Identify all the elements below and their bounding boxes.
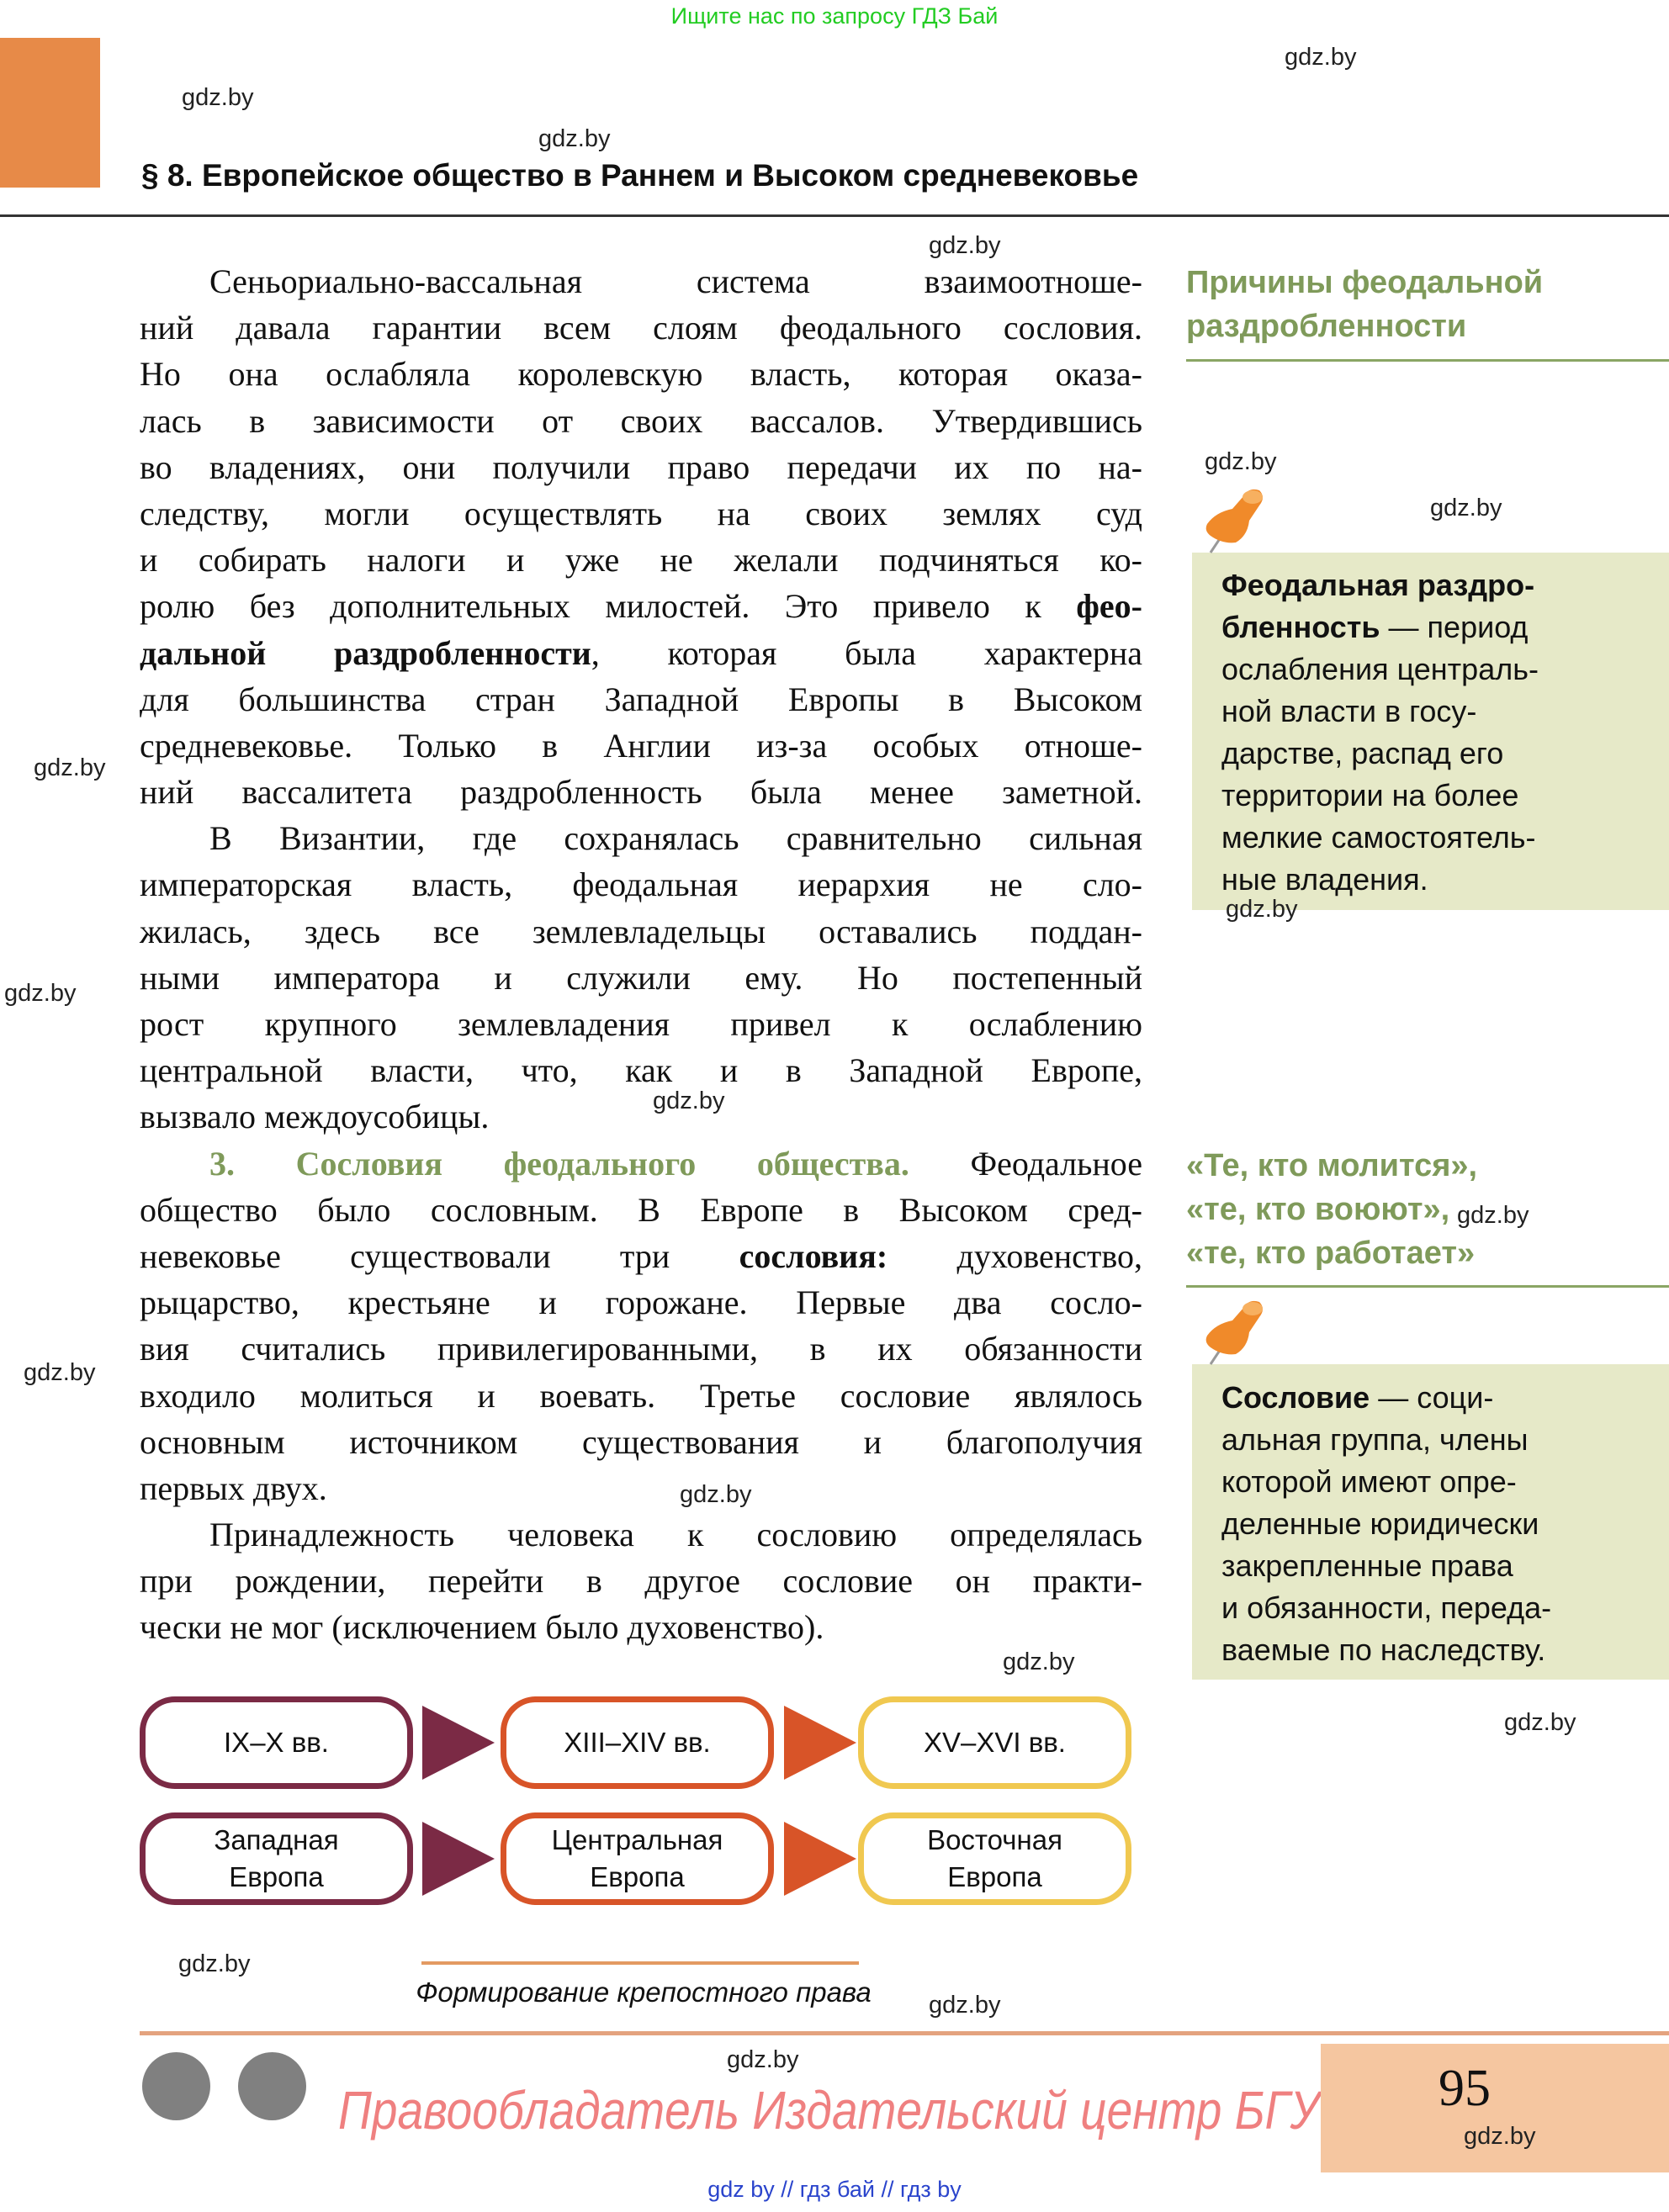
text-line xyxy=(140,1558,1142,1604)
text-line xyxy=(140,1465,1142,1511)
text-segment: В Византии, где сохранялась сравнительно сильная xyxy=(209,819,1142,858)
watermark: gdz.by xyxy=(4,980,77,1007)
watermark: gdz.by xyxy=(178,1950,251,1977)
section-title: § 8. Европейское общество в Раннем и Высоком средневековье xyxy=(141,158,1139,193)
text-segment: первых двух. xyxy=(140,1468,327,1507)
sidebar-heading-causes xyxy=(1186,261,1543,348)
text-line xyxy=(140,1419,1142,1465)
watermark: gdz.by xyxy=(1285,44,1357,71)
watermark: gdz.by xyxy=(1464,2123,1536,2150)
text-line xyxy=(140,304,1142,351)
watermark: gdz.by xyxy=(1504,1709,1576,1736)
text-line xyxy=(140,955,1142,1001)
definition-text: которой имеют опре- xyxy=(1221,1464,1517,1499)
text-segment: рыцарство, крестьяне и горожане. Первые два сосло- xyxy=(140,1283,1142,1322)
text-segment: Но она ослабляла королевскую власть, которая оказа- xyxy=(140,355,1142,394)
definition-text: ваемые по наследству. xyxy=(1221,1633,1546,1667)
text-line xyxy=(140,1187,1142,1233)
header-rule xyxy=(0,214,1669,217)
text-segment: жилась, здесь все землевладельцы оставались поддан- xyxy=(140,912,1142,950)
pushpin-icon xyxy=(1199,484,1266,564)
footer-rule xyxy=(140,2031,1669,2035)
watermark: gdz.by xyxy=(538,125,611,152)
text-line xyxy=(140,1326,1142,1372)
bold-term: сословия: xyxy=(739,1236,888,1275)
watermark: gdz.by xyxy=(929,232,1001,259)
text-segment: для большинства стран Западной Европы в Высоком xyxy=(140,680,1142,718)
text-segment: ний давала гарантии всем слоям феодального сословия. xyxy=(140,309,1142,347)
text-segment: ными императора и служили ему. Но постепенный xyxy=(140,958,1142,997)
page-number: 95 xyxy=(1439,2060,1491,2117)
heading-line: «те, кто работает» xyxy=(1186,1236,1476,1271)
definition-text: ной власти в госу- xyxy=(1221,694,1477,728)
text-line xyxy=(140,1511,1142,1558)
page-number-box xyxy=(1321,2044,1669,2172)
text-line xyxy=(140,815,1142,861)
heading-line: «те, кто воюют», xyxy=(1186,1192,1450,1227)
period-node: XIII–XIV вв. xyxy=(501,1696,774,1789)
subsection-heading: 3. Сословия феодального общества. xyxy=(209,1144,909,1183)
definition-text: ные владения. xyxy=(1221,862,1428,897)
sidebar-heading-estates xyxy=(1186,1144,1477,1275)
text-line xyxy=(140,1279,1142,1326)
text-segment: духовенство, xyxy=(887,1236,1142,1275)
sidebar-rule xyxy=(1186,1285,1669,1288)
watermark: gdz.by xyxy=(1226,896,1298,923)
text-segment: лась в зависимости от своих вассалов. Утвердившись xyxy=(140,401,1142,440)
text-segment: Сеньориально-вассальная система взаимоотноше- xyxy=(209,262,1142,300)
text-line xyxy=(140,769,1142,815)
definition-box-estate xyxy=(1192,1364,1669,1680)
definition-text: — период xyxy=(1380,610,1529,644)
watermark: gdz.by xyxy=(1430,495,1502,521)
text-line xyxy=(140,537,1142,583)
region-node xyxy=(140,1812,413,1905)
text-segment: Принадлежность человека к сословию определялась xyxy=(209,1516,1142,1554)
text-segment: входило молиться и воевать. Третье сословие являлось xyxy=(140,1376,1142,1415)
watermark: gdz.by xyxy=(182,84,254,111)
definition-term: бленность xyxy=(1221,610,1380,644)
definition-text: альная группа, члены xyxy=(1221,1422,1529,1457)
text-segment: рост крупного землевладения привел к ослаблению xyxy=(140,1005,1142,1043)
watermark: gdz.by xyxy=(1205,448,1277,475)
text-segment: общество было сословным. В Европе в Высоком сред- xyxy=(140,1190,1142,1229)
heading-line: раздробленности xyxy=(1186,309,1467,344)
bold-term: фео- xyxy=(1076,587,1142,626)
region-label: Восточная xyxy=(927,1824,1062,1855)
watermark: gdz.by xyxy=(653,1087,725,1114)
definition-text: — соци- xyxy=(1370,1380,1494,1415)
text-segment: ролю без дополнительных милостей. Это привело к xyxy=(140,587,1077,626)
definition-text: ослабления централь- xyxy=(1221,652,1539,686)
region-label: Европа xyxy=(590,1861,685,1892)
region-label: Европа xyxy=(947,1861,1042,1892)
text-segment: основным источником существования и благополучия xyxy=(140,1422,1142,1461)
text-segment: императорская власть, феодальная иерархия не сло- xyxy=(140,865,1142,904)
watermark: gdz.by xyxy=(1457,1202,1529,1229)
region-node xyxy=(858,1812,1131,1905)
region-label: Центральная xyxy=(551,1824,723,1855)
text-line xyxy=(140,908,1142,955)
text-line xyxy=(140,676,1142,722)
text-line xyxy=(140,1604,1142,1650)
text-line xyxy=(140,1373,1142,1419)
definition-text: деленные юридически xyxy=(1221,1506,1539,1541)
text-line xyxy=(140,861,1142,908)
watermark: gdz.by xyxy=(1003,1648,1075,1675)
heading-line: «Те, кто молится», xyxy=(1186,1148,1478,1183)
decorative-circle xyxy=(142,2052,210,2120)
text-segment: при рождении, перейти в другое сословие он практи- xyxy=(140,1562,1142,1601)
text-line xyxy=(140,490,1142,537)
text-line xyxy=(140,1093,1142,1140)
region-label: Европа xyxy=(229,1861,324,1892)
text-line xyxy=(140,630,1142,676)
caption-rule xyxy=(421,1961,859,1965)
text-segment: ний вассалитета раздробленность была менее заметной. xyxy=(140,773,1142,812)
watermark: gdz.by xyxy=(727,2046,799,2073)
arrow-right-icon xyxy=(784,1822,856,1896)
text-line xyxy=(140,1233,1142,1279)
region-node xyxy=(501,1812,774,1905)
heading-line: Причины феодальной xyxy=(1186,265,1544,300)
watermark: gdz.by xyxy=(929,1992,1001,2019)
text-line xyxy=(140,398,1142,444)
chapter-color-tab xyxy=(0,38,100,188)
watermark: gdz.by xyxy=(34,754,106,781)
text-line xyxy=(140,722,1142,769)
watermark: gdz.by xyxy=(24,1359,96,1386)
copyright-notice: Правообладатель Издательский центр БГУ xyxy=(338,2080,1320,2141)
text-segment: , которая была характерна xyxy=(591,633,1143,672)
watermark: gdz.by xyxy=(680,1481,752,1508)
definition-text: дарстве, распад его xyxy=(1221,736,1504,770)
text-line xyxy=(140,351,1142,397)
definition-text: мелкие самостоятель- xyxy=(1221,820,1536,855)
period-node: XV–XVI вв. xyxy=(858,1696,1131,1789)
bottom-links[interactable]: gdz by // гдз бай // гдз by xyxy=(707,2177,962,2202)
text-segment: и собирать налоги и уже не желали подчиняться ко- xyxy=(140,541,1142,579)
text-segment: вия считались привилегированными, в их обязанности xyxy=(140,1330,1142,1368)
text-segment: центральной власти, что, как и в Западной Европе, xyxy=(140,1051,1142,1090)
text-segment: невековье существовали три xyxy=(140,1236,739,1275)
definition-text: и обязанности, переда- xyxy=(1221,1590,1552,1625)
region-label: Западная xyxy=(214,1824,339,1855)
sidebar-rule xyxy=(1186,359,1669,362)
text-line xyxy=(140,1140,1142,1187)
arrow-right-icon xyxy=(422,1706,495,1780)
decorative-circle xyxy=(238,2052,306,2120)
main-text xyxy=(140,258,1142,1651)
definition-term: Сословие xyxy=(1221,1380,1370,1415)
text-segment: вызвало междоусобицы. xyxy=(140,1098,490,1136)
pushpin-icon xyxy=(1199,1295,1266,1376)
arrow-right-icon xyxy=(784,1706,856,1780)
definition-text: закрепленные права xyxy=(1221,1548,1513,1583)
text-segment: следству, могли осуществлять на своих землях суд xyxy=(140,494,1142,532)
definition-term: Феодальная раздро- xyxy=(1221,568,1535,602)
text-segment: во владениях, они получили право передачи их по на- xyxy=(140,447,1142,486)
text-segment: средневековье. Только в Англии из-за особых отноше- xyxy=(140,726,1142,765)
bold-term: дальной раздробленности xyxy=(140,633,591,672)
arrow-right-icon xyxy=(422,1822,495,1896)
top-banner[interactable]: Ищите нас по запросу ГДЗ Бай xyxy=(670,3,999,29)
period-node: IX–X вв. xyxy=(140,1696,413,1789)
diagram-caption: Формирование крепостного права xyxy=(416,1977,872,2008)
text-line xyxy=(140,1001,1142,1047)
text-line xyxy=(140,258,1142,304)
text-line xyxy=(140,444,1142,490)
text-line xyxy=(140,583,1142,629)
text-segment: чески не мог (исключением было духовенство). xyxy=(140,1608,824,1647)
definition-box-fragmentation xyxy=(1192,553,1669,910)
definition-text: территории на более xyxy=(1221,778,1519,812)
text-segment: Феодальное xyxy=(909,1144,1143,1183)
text-line xyxy=(140,1047,1142,1093)
